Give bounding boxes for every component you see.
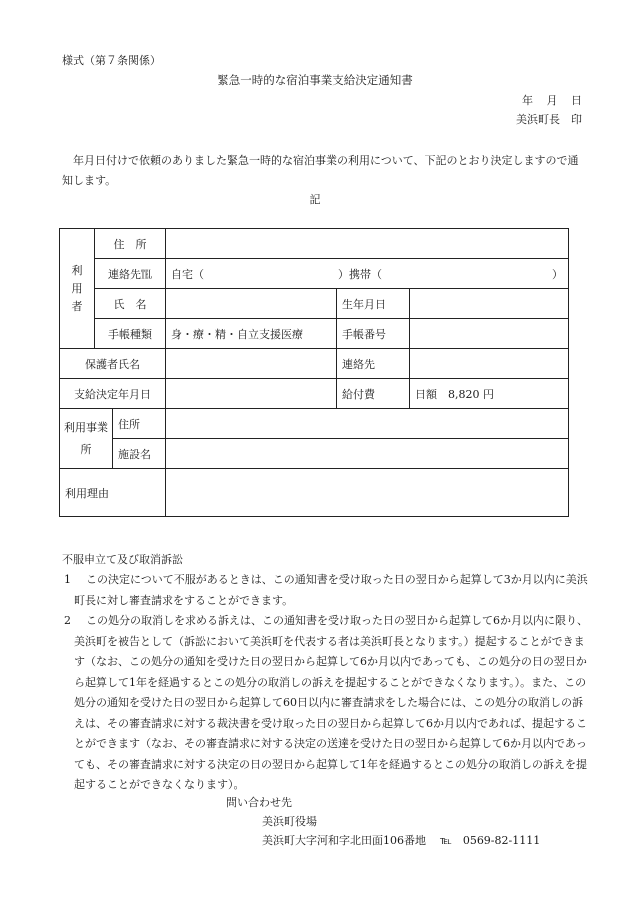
decision-date-label: 支給決定年月日 <box>60 379 166 409</box>
contact-label: 問い合わせ先 <box>226 796 292 809</box>
appeal-item-number: 1 <box>64 573 71 586</box>
handbook-type-label: 手帳種類 <box>95 319 166 349</box>
name-label: 氏 名 <box>95 289 166 319</box>
appeal-item-number: 2 <box>64 614 71 627</box>
provider-address-label: 住所 <box>113 409 166 439</box>
table-row <box>60 379 569 409</box>
appeal-item-text: この処分の取消しを求める訴えは、この通知書を受け取った日の翌日から起算して6か月以内に限り、美浜町を被告として（訴訟において美浜町を代表する者は美浜町長となります。）提起することができます（なお、この処分の通知を受けた日の翌日から起算して6か月以内であっても、この処分の日の翌日から起算して1年を経過するとこの処分の取消しの訴えを提起することができなくなります。）。また、この処分の通知を受けた日の翌日から起算して60日以内に審査請求をした場合には、この処分の取消しの訴えは、その審査請求に対する裁決書を受け取った日の翌日から起算して6か月以内であれば、提起することができます（なお、その審査請求に対する決定の送達を受けた日の翌日から起算して6か月以内であっても、その審査請求に対する決定の日の翌日から起算して1年を経過するとこの処分の取消しの訴えを提起することができなくなります）。 <box>74 614 588 791</box>
contact-org: 美浜町役場 <box>262 815 317 828</box>
home-phone-label: 自宅（ <box>171 267 204 281</box>
birth-field[interactable] <box>410 289 569 319</box>
issuer-line: 美浜町長 印 <box>516 113 582 126</box>
provider-address-field[interactable] <box>166 409 569 439</box>
handbook-number-label: 手帳番号 <box>337 319 410 349</box>
benefit-label: 給付費 <box>337 379 410 409</box>
table-row <box>60 259 569 289</box>
document-title: 緊急一時的な宿泊事業支給決定通知書 <box>217 73 413 87</box>
guardian-contact-label: 連絡先 <box>337 349 410 379</box>
contact-label: 連絡先℡ <box>95 259 166 289</box>
appeal-item-1 <box>62 570 588 611</box>
appeal-item-text: この決定について不服があるときは、この通知書を受け取った日の翌日から起算して3か月以内に美浜町長に対し審査請求をすることができます。 <box>74 573 588 607</box>
table-row <box>60 439 569 469</box>
close-paren: ） <box>552 267 564 281</box>
decision-date-field[interactable] <box>166 379 337 409</box>
user-group-label: 利用者 <box>60 229 95 349</box>
provider-group-label: 利用事業所 <box>60 409 113 469</box>
table-row <box>60 289 569 319</box>
address-field[interactable] <box>166 229 569 259</box>
intro-paragraph: 年月日付けで依頼のありました緊急一時的な宿泊事業の利用について、下記のとおり決定しますので通知します。 <box>62 154 579 187</box>
appeal-title: 不服申立て及び取消訴訟 <box>62 553 183 566</box>
address-label: 住 所 <box>95 229 166 259</box>
contact-field[interactable] <box>166 259 569 289</box>
guardian-label: 保護者氏名 <box>60 349 166 379</box>
guardian-field[interactable] <box>166 349 337 379</box>
name-field[interactable] <box>166 289 337 319</box>
table-row <box>60 229 569 259</box>
contact-address: 美浜町大字河和字北田面106番地 <box>262 834 426 847</box>
facility-label: 施設名 <box>113 439 166 469</box>
reason-label: 利用理由 <box>60 469 166 517</box>
table-row <box>60 409 569 439</box>
handbook-type-options[interactable]: 身・療・精・自立支援医療 <box>166 319 337 349</box>
handbook-number-field[interactable] <box>410 319 569 349</box>
mobile-phone-label: ）携帯（ <box>338 267 383 281</box>
table-row <box>60 349 569 379</box>
table-row <box>60 469 569 517</box>
facility-field[interactable] <box>166 439 569 469</box>
reason-field[interactable] <box>166 469 569 517</box>
table-row <box>60 319 569 349</box>
decision-table <box>59 228 569 517</box>
appeal-item-2 <box>62 611 588 796</box>
form-label: 様式（第７条関係） <box>62 54 161 67</box>
ki-heading: 記 <box>309 193 321 206</box>
birth-label: 生年月日 <box>337 289 410 319</box>
guardian-contact-field[interactable] <box>410 349 569 379</box>
contact-phone: ℡ 0569-82-1111 <box>440 834 541 847</box>
date-line: 年 月 日 <box>522 94 582 107</box>
benefit-value: 日額 8,820 円 <box>410 379 569 409</box>
